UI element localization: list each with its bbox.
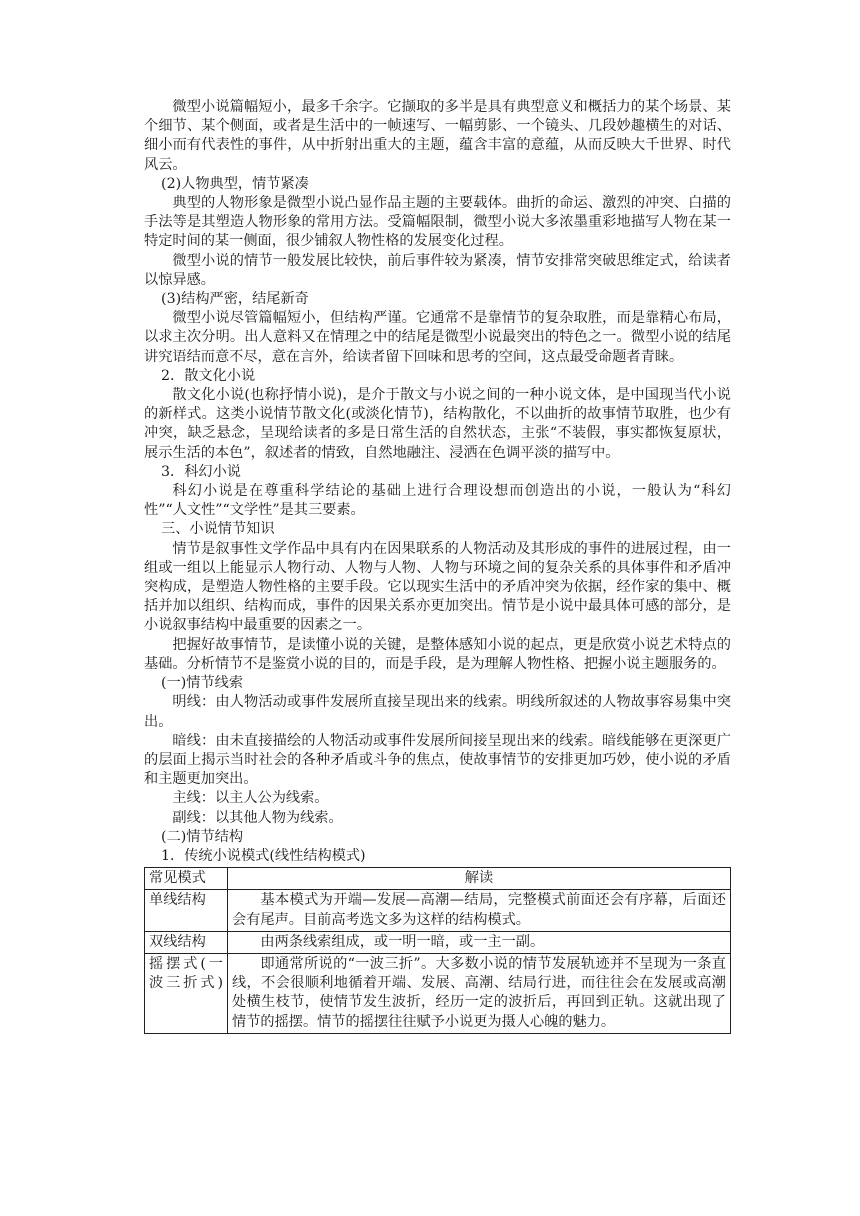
table-header-row (145, 868, 731, 890)
table-cell-desc: 即通常所说的“一波三折”。大多数小说的情节发展轨迹并不呈现为一条直线，不会很顺利地循着开端、发展、高潮、结局行进，而往往会在发展或高潮处横生枝节，使情节发生波折，经历一定的波折后，再回到正轨。这就出现了情节的摇摆。情节的摇摆往往赋予小说更为摄人心魄的魅力。 (228, 953, 731, 1033)
section-heading: (2)人物典型，情节紧凑 (161, 175, 309, 192)
structure-table (144, 867, 731, 1034)
table-row (145, 931, 731, 953)
paragraph: 微型小说篇幅短小，最多千余字。它撷取的多半是具有典型意义和概括力的某个场景、某个细节、某个侧面，或者是生活中的一帧速写、一幅剪影、一个镜头、几段妙趣横生的对话、细小而有代表性的事件，从中折射出重大的主题，蕴含丰富的意蕴，从而反映大千世界、时代风云。 (144, 99, 731, 173)
section-heading: (3)结构严密，结尾新奇 (161, 291, 309, 308)
document-page (144, 98, 731, 1034)
table-cell-desc: 由两条线索组成，或一明一暗，或一主一副。 (228, 931, 731, 953)
paragraph: 情节是叙事性文学作品中具有内在因果联系的人物活动及其形成的事件的进展过程，由一组或一组以上能显示人物行动、人物与人物、人物与环境之间的复杂关系的具体事件和矛盾冲突构成，是塑造人物性格的主要手段。它以现实生活中的矛盾冲突为依据，经作家的集中、概括并加以组织、结构而成，事件的因果关系亦更加突出。情节是小说中最具体可感的部分，是小说叙事结构中最重要的因素之一。 (144, 540, 731, 634)
paragraph: 主线：以主人公为线索。 (172, 790, 329, 807)
paragraph: 副线：以其他人物为线索。 (172, 809, 343, 826)
section-heading: (一)情节线索 (161, 675, 244, 692)
paragraph: 微型小说尽管篇幅短小，但结构严谨。它通常不是靠情节的复杂取胜，而是靠精心布局，以求主次分明。出人意料又在情理之中的结尾是微型小说最突出的特色之一。微型小说的结尾讲究语结而意不尽，意在言外，给读者留下回味和思考的空间，这点最受命题者青睐。 (144, 310, 731, 365)
table-cell-mode: 双线结构 (145, 931, 228, 953)
paragraph: 散文化小说(也称抒情小说)，是介于散文与小说之间的一种小说文体，是中国现当代小说的新样式。这类小说情节散文化(或淡化情节)，结构散化，不以曲折的故事情节取胜，也少有冲突，缺乏悬念，呈现给读者的多是日常生活的自然状态，主张“不装假，事实都恢复原状，展示生活的本色”，叙述者的情致，自然地融注、浸洒在色调平淡的描写中。 (144, 387, 731, 461)
table-cell-mode: 单线结构 (145, 890, 228, 931)
table-row (145, 890, 731, 931)
paragraph: 暗线：由未直接描绘的人物活动或事件发展所间接呈现出来的线索。暗线能够在更深更广的层面上揭示当时社会的各种矛盾或斗争的焦点，使故事情节的安排更加巧妙，使小说的矛盾和主题更加突出。 (144, 732, 731, 788)
paragraph: 把握好故事情节，是读懂小说的关键，是整体感知小说的起点，更是欣赏小说艺术特点的基础。分析情节不是鉴赏小说的目的，而是手段，是为理解人物性格、把握小说主题服务的。 (144, 636, 731, 672)
paragraph: 科幻小说是在尊重科学结论的基础上进行合理设想而创造出的小说，一般认为“科幻性”“人文性”“文学性”是其三要素。 (144, 483, 731, 519)
section-heading: 2．散文化小说 (161, 367, 256, 384)
section-heading: 3．科幻小说 (161, 463, 241, 480)
paragraph: 典型的人物形象是微型小说凸显作品主题的主要载体。曲折的命运、激烈的冲突、白描的手法等是其塑造人物形象的常用方法。受篇幅限制，微型小说大多浓墨重彩地描写人物在某一特定时间的某一侧面，很少铺叙人物性格的发展变化过程。 (144, 195, 731, 250)
table-row (145, 953, 731, 1033)
table-cell-mode: 摇摆式(一波三折式) (145, 953, 228, 1033)
paragraph: 微型小说的情节一般发展比较快，前后事件较为紧凑，情节安排常突破思维定式，给读者以惊异感。 (144, 252, 731, 288)
section-heading: 三、小说情节知识 (161, 521, 275, 538)
table-cell-desc: 基本模式为开端—发展—高潮—结局，完整模式前面还会有序幕，后面还会有尾声。目前高考选文多为这样的结构模式。 (228, 890, 731, 931)
table-header-cell: 解读 (228, 868, 731, 890)
section-heading: 1．传统小说模式(线性结构模式) (161, 847, 366, 864)
paragraph: 明线：由人物活动或事件发展所直接呈现出来的线索。明线所叙述的人物故事容易集中突出。 (144, 694, 731, 730)
section-heading: (二)情节结构 (161, 828, 244, 845)
table-header-cell: 常见模式 (145, 868, 228, 890)
